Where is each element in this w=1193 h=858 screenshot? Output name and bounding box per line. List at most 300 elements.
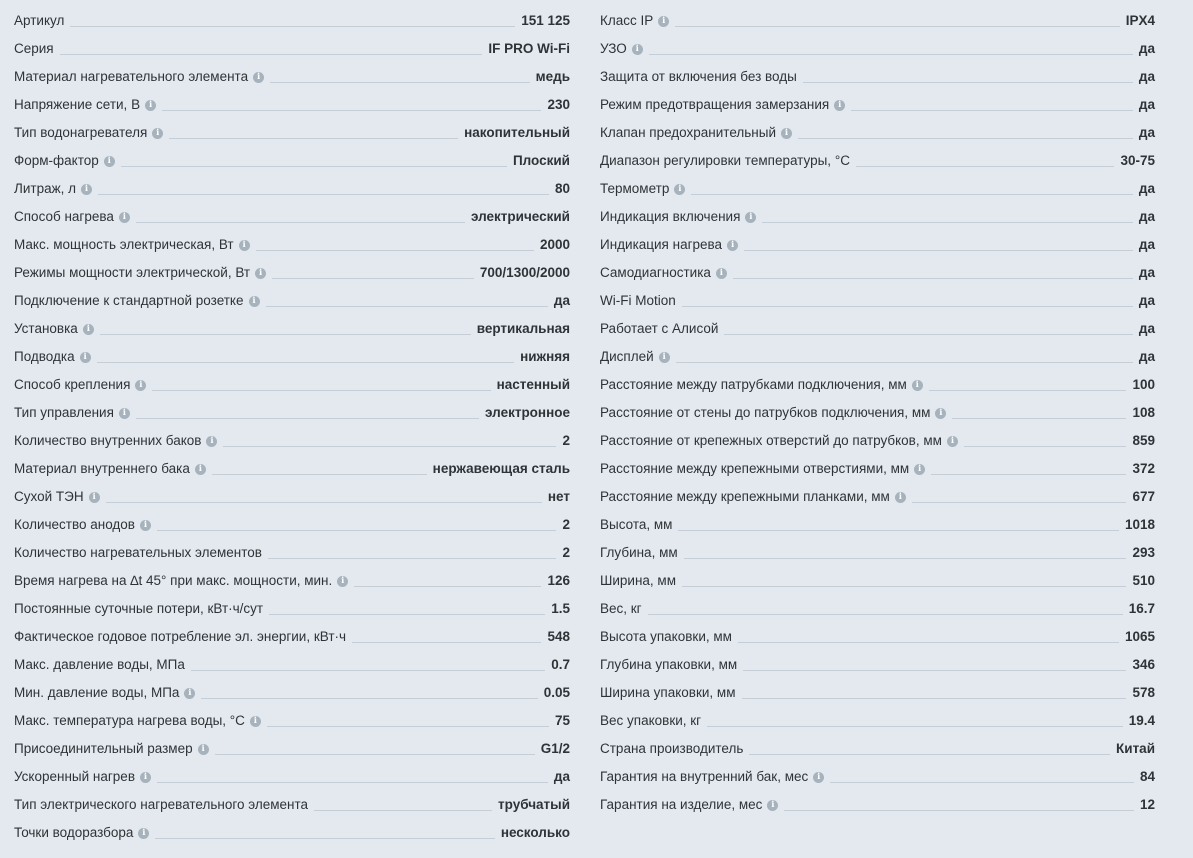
- info-icon[interactable]: i: [745, 212, 756, 223]
- spec-value: 510: [1132, 573, 1155, 588]
- spec-row: [600, 338, 1155, 366]
- spec-value: Китай: [1116, 741, 1155, 756]
- spec-label-text: Расстояние между крепежными отверстиями, мм: [600, 461, 910, 476]
- spec-value: 2: [562, 545, 570, 560]
- info-icon[interactable]: i: [249, 296, 260, 307]
- info-icon[interactable]: i: [250, 716, 261, 727]
- spec-label-text: Точки водоразбора: [14, 825, 134, 840]
- leader-line: [97, 362, 514, 363]
- info-icon[interactable]: i: [895, 492, 906, 503]
- leader-line: [678, 530, 1119, 531]
- specifications-table: [0, 2, 1193, 858]
- spec-label-text: Высота, мм: [600, 517, 673, 532]
- info-icon[interactable]: i: [135, 380, 146, 391]
- spec-row: [600, 590, 1155, 618]
- info-icon[interactable]: i: [632, 44, 643, 55]
- spec-label-text: Количество нагревательных элементов: [14, 545, 262, 560]
- info-icon[interactable]: i: [104, 156, 115, 167]
- spec-label: [14, 377, 146, 394]
- leader-line: [215, 754, 535, 755]
- spec-label-text: Самодиагностика: [600, 265, 711, 280]
- spec-value: 230: [547, 97, 570, 112]
- spec-row: [600, 2, 1155, 30]
- spec-value: 2: [562, 433, 570, 448]
- spec-label-text: Защита от включения без воды: [600, 69, 797, 84]
- info-icon[interactable]: i: [119, 212, 130, 223]
- spec-value: да: [1138, 237, 1155, 252]
- spec-label: [14, 433, 217, 450]
- spec-value: 80: [554, 181, 570, 196]
- info-icon[interactable]: i: [140, 772, 151, 783]
- spec-label: [14, 41, 54, 58]
- leader-line: [784, 810, 1134, 811]
- spec-label: [600, 209, 756, 226]
- spec-value: 1.5: [551, 601, 570, 616]
- spec-value: 1018: [1124, 517, 1155, 532]
- spec-label-text: Макс. температура нагрева воды, °С: [14, 713, 245, 728]
- spec-label-text: Работает с Алисой: [600, 321, 719, 336]
- spec-label-text: Установка: [14, 321, 78, 336]
- spec-value: медь: [535, 69, 570, 84]
- leader-line: [268, 558, 557, 559]
- spec-label-text: Расстояние между крепежными планками, мм: [600, 489, 890, 504]
- leader-line: [964, 446, 1127, 447]
- spec-label-text: Количество анодов: [14, 517, 135, 532]
- spec-row: [14, 254, 570, 282]
- info-icon[interactable]: i: [337, 576, 348, 587]
- leader-line: [191, 670, 545, 671]
- info-icon[interactable]: i: [195, 464, 206, 475]
- spec-row: [600, 198, 1155, 226]
- spec-label-text: Тип водонагревателя: [14, 125, 148, 140]
- spec-value: 84: [1139, 769, 1155, 784]
- info-icon[interactable]: i: [83, 324, 94, 335]
- spec-row: [600, 366, 1155, 394]
- spec-label: [600, 237, 738, 254]
- leader-line: [733, 278, 1133, 279]
- spec-label: [14, 349, 91, 366]
- leader-line: [201, 698, 537, 699]
- spec-row: [14, 394, 570, 422]
- info-icon[interactable]: i: [727, 240, 738, 251]
- spec-value: несколько: [500, 825, 570, 840]
- spec-value: да: [1138, 349, 1155, 364]
- info-icon[interactable]: i: [89, 492, 100, 503]
- spec-row: [14, 814, 570, 842]
- leader-line: [649, 54, 1133, 55]
- info-icon[interactable]: i: [80, 352, 91, 363]
- info-icon[interactable]: i: [947, 436, 958, 447]
- spec-row: [600, 618, 1155, 646]
- spec-label: [600, 545, 678, 562]
- spec-value: 16.7: [1128, 601, 1155, 616]
- spec-row: [14, 422, 570, 450]
- spec-row: [14, 730, 570, 758]
- spec-value: 1065: [1124, 629, 1155, 644]
- leader-line: [157, 530, 557, 531]
- spec-row: [14, 2, 570, 30]
- spec-row: [600, 646, 1155, 674]
- spec-label: [600, 657, 737, 674]
- info-icon[interactable]: i: [198, 744, 209, 755]
- spec-label: [14, 657, 185, 674]
- spec-row: [14, 226, 570, 254]
- spec-label: [600, 377, 923, 394]
- spec-value: нижняя: [520, 349, 570, 364]
- leader-line: [314, 810, 492, 811]
- spec-label: [14, 209, 130, 226]
- leader-line: [98, 194, 549, 195]
- spec-label-text: Термометр: [600, 181, 670, 196]
- spec-label: [600, 461, 925, 478]
- spec-row: [14, 674, 570, 702]
- spec-row: [600, 422, 1155, 450]
- leader-line: [267, 726, 549, 727]
- spec-row: [600, 226, 1155, 254]
- leader-line: [136, 418, 479, 419]
- spec-value: 2: [562, 517, 570, 532]
- leader-line: [269, 614, 545, 615]
- spec-value: 700/1300/2000: [479, 265, 570, 280]
- spec-row: [600, 534, 1155, 562]
- spec-value: 0.05: [543, 685, 570, 700]
- spec-label-text: Глубина упаковки, мм: [600, 657, 738, 672]
- spec-label-text: Сухой ТЭН: [14, 489, 84, 504]
- spec-row: [600, 478, 1155, 506]
- info-icon[interactable]: i: [145, 100, 156, 111]
- leader-line: [691, 194, 1133, 195]
- info-icon[interactable]: i: [781, 128, 792, 139]
- spec-row: [14, 170, 570, 198]
- spec-label-text: Гарантия на внутренний бак, мес: [600, 769, 809, 784]
- spec-row: [600, 730, 1155, 758]
- info-icon[interactable]: i: [813, 772, 824, 783]
- spec-label-text: Фактическое годовое потребление эл. энергии, кВт·ч: [14, 629, 347, 644]
- spec-label-text: Режим предотвращения замерзания: [600, 97, 830, 112]
- info-icon[interactable]: i: [912, 380, 923, 391]
- spec-row: [14, 142, 570, 170]
- spec-label-text: Класс IP: [600, 13, 654, 28]
- leader-line: [256, 250, 534, 251]
- info-icon[interactable]: i: [119, 408, 130, 419]
- spec-row: [600, 86, 1155, 114]
- leader-line: [100, 334, 471, 335]
- spec-row: [600, 786, 1155, 814]
- spec-value: да: [1138, 41, 1155, 56]
- spec-value: да: [1138, 265, 1155, 280]
- spec-label: [600, 181, 685, 198]
- spec-label-text: Wi-Fi Motion: [600, 293, 676, 308]
- spec-label-text: Дисплей: [600, 349, 654, 364]
- spec-label: [600, 41, 643, 58]
- spec-row: [600, 282, 1155, 310]
- spec-label-text: Тип управления: [14, 405, 114, 420]
- spec-label: [14, 629, 346, 646]
- spec-label-text: Количество внутренних баков: [14, 433, 202, 448]
- leader-line: [266, 306, 548, 307]
- specs-column-right: [600, 2, 1155, 814]
- spec-row: [600, 310, 1155, 338]
- spec-label: [600, 769, 824, 786]
- spec-label: [14, 825, 149, 842]
- leader-line: [830, 782, 1134, 783]
- info-icon[interactable]: i: [140, 520, 151, 531]
- leader-line: [272, 278, 474, 279]
- spec-row: [600, 562, 1155, 590]
- leader-line: [856, 166, 1115, 167]
- spec-label: [600, 489, 906, 506]
- info-icon[interactable]: i: [674, 184, 685, 195]
- spec-label: [14, 797, 308, 814]
- leader-line: [270, 82, 530, 83]
- spec-label: [14, 237, 250, 254]
- leader-line: [724, 334, 1133, 335]
- spec-label-text: Глубина, мм: [600, 545, 678, 560]
- spec-value: да: [1138, 97, 1155, 112]
- spec-row: [14, 310, 570, 338]
- spec-label-text: Подключение к стандартной розетке: [14, 293, 244, 308]
- spec-label-text: Высота упаковки, мм: [600, 629, 732, 644]
- spec-value: IPX4: [1125, 13, 1155, 28]
- spec-value: 548: [547, 629, 570, 644]
- leader-line: [798, 138, 1133, 139]
- spec-label: [14, 461, 206, 478]
- spec-label-text: Способ нагрева: [14, 209, 114, 224]
- spec-label: [600, 573, 676, 590]
- leader-line: [70, 26, 515, 27]
- spec-value: да: [1138, 293, 1155, 308]
- spec-label: [600, 69, 797, 86]
- spec-label-text: Подводка: [14, 349, 75, 364]
- spec-row: [14, 702, 570, 730]
- spec-label: [600, 13, 669, 30]
- spec-label-text: Присоединительный размер: [14, 741, 193, 756]
- spec-label: [14, 713, 261, 730]
- spec-label-text: Режимы мощности электрической, Вт: [14, 265, 251, 280]
- leader-line: [212, 474, 427, 475]
- leader-line: [851, 110, 1133, 111]
- spec-label: [14, 405, 130, 422]
- info-icon[interactable]: i: [659, 352, 670, 363]
- leader-line: [162, 110, 541, 111]
- spec-label-text: Гарантия на изделие, мес: [600, 797, 763, 812]
- info-icon[interactable]: i: [152, 128, 163, 139]
- spec-value: нет: [547, 489, 570, 504]
- leader-line: [676, 362, 1133, 363]
- spec-value: 293: [1132, 545, 1155, 560]
- spec-row: [600, 702, 1155, 730]
- spec-label: [600, 797, 778, 814]
- leader-line: [60, 54, 483, 55]
- leader-line: [157, 782, 548, 783]
- spec-row: [14, 86, 570, 114]
- spec-label-text: Расстояние между патрубками подключения, мм: [600, 377, 907, 392]
- spec-label-text: Постоянные суточные потери, кВт·ч/сут: [14, 601, 264, 616]
- leader-line: [152, 390, 490, 391]
- spec-label-text: Серия: [14, 41, 54, 56]
- leader-line: [684, 558, 1127, 559]
- spec-row: [14, 506, 570, 534]
- spec-row: [14, 562, 570, 590]
- leader-line: [743, 670, 1126, 671]
- spec-label: [600, 293, 676, 310]
- leader-line: [682, 586, 1126, 587]
- info-icon[interactable]: i: [253, 72, 264, 83]
- spec-row: [600, 30, 1155, 58]
- spec-label: [14, 97, 156, 114]
- spec-row: [600, 170, 1155, 198]
- spec-label: [14, 573, 348, 590]
- spec-row: [14, 758, 570, 786]
- spec-value: G1/2: [540, 741, 570, 756]
- spec-label-text: Время нагрева на ∆t 45° при макс. мощности, мин.: [14, 573, 333, 588]
- spec-value: 151 125: [521, 13, 570, 28]
- spec-value: да: [1138, 125, 1155, 140]
- spec-value: вертикальная: [476, 321, 570, 336]
- spec-row: [14, 58, 570, 86]
- spec-value: электронное: [485, 405, 570, 420]
- spec-label: [600, 125, 792, 142]
- leader-line: [707, 726, 1123, 727]
- spec-label-text: Мин. давление воды, МПа: [14, 685, 180, 700]
- spec-value: 677: [1132, 489, 1155, 504]
- spec-label-text: Вес, кг: [600, 601, 642, 616]
- spec-label: [14, 517, 151, 534]
- spec-row: [14, 646, 570, 674]
- info-icon[interactable]: i: [716, 268, 727, 279]
- info-icon[interactable]: i: [138, 828, 149, 839]
- spec-label: [14, 13, 64, 30]
- spec-value: Плоский: [512, 153, 570, 168]
- spec-value: 19.4: [1128, 713, 1155, 728]
- spec-label-text: Расстояние от крепежных отверстий до патрубков, мм: [600, 433, 942, 448]
- spec-row: [14, 786, 570, 814]
- info-icon[interactable]: i: [206, 436, 217, 447]
- leader-line: [742, 698, 1127, 699]
- info-icon[interactable]: i: [81, 184, 92, 195]
- spec-value: 75: [554, 713, 570, 728]
- leader-line: [121, 166, 507, 167]
- leader-line: [648, 614, 1123, 615]
- spec-row: [14, 114, 570, 142]
- spec-label: [14, 125, 163, 142]
- spec-value: да: [553, 293, 570, 308]
- spec-value: да: [1138, 181, 1155, 196]
- spec-label: [14, 69, 264, 86]
- spec-label-text: Индикация включения: [600, 209, 741, 224]
- info-icon[interactable]: i: [658, 16, 669, 27]
- spec-label: [14, 741, 209, 758]
- leader-line: [744, 250, 1133, 251]
- spec-label-text: Форм-фактор: [14, 153, 99, 168]
- leader-line: [682, 306, 1133, 307]
- spec-row: [14, 618, 570, 646]
- spec-row: [600, 254, 1155, 282]
- spec-value: 372: [1132, 461, 1155, 476]
- spec-value: нержавеющая сталь: [432, 461, 570, 476]
- info-icon[interactable]: i: [834, 100, 845, 111]
- spec-label: [14, 769, 151, 786]
- spec-label-text: Тип электрического нагревательного элемента: [14, 797, 309, 812]
- leader-line: [762, 222, 1133, 223]
- spec-label-text: Клапан предохранительный: [600, 125, 777, 140]
- spec-value: 2000: [539, 237, 570, 252]
- spec-label: [14, 321, 94, 338]
- spec-row: [14, 450, 570, 478]
- spec-row: [600, 58, 1155, 86]
- spec-row: [600, 758, 1155, 786]
- spec-label: [600, 741, 743, 758]
- spec-label-text: Страна производитель: [600, 741, 744, 756]
- spec-value: да: [1138, 69, 1155, 84]
- spec-value: IF PRO Wi-Fi: [488, 41, 570, 56]
- spec-value: накопительный: [464, 125, 570, 140]
- spec-label-text: Диапазон регулировки температуры, °С: [600, 153, 850, 168]
- spec-value: 108: [1132, 405, 1155, 420]
- spec-label: [600, 713, 701, 730]
- spec-value: трубчатый: [498, 797, 570, 812]
- spec-row: [14, 198, 570, 226]
- info-icon[interactable]: i: [239, 240, 250, 251]
- leader-line: [738, 642, 1119, 643]
- info-icon[interactable]: i: [184, 688, 195, 699]
- info-icon[interactable]: i: [935, 408, 946, 419]
- spec-label-text: Макс. мощность электрическая, Вт: [14, 237, 234, 252]
- spec-row: [600, 394, 1155, 422]
- spec-label-text: Литраж, л: [14, 181, 77, 196]
- leader-line: [223, 446, 556, 447]
- spec-row: [14, 478, 570, 506]
- spec-value: электрический: [471, 209, 570, 224]
- spec-value: да: [1138, 321, 1155, 336]
- spec-label-text: Макс. давление воды, МПа: [14, 657, 185, 672]
- spec-label-text: Вес упаковки, кг: [600, 713, 702, 728]
- spec-label: [14, 265, 266, 282]
- spec-label: [600, 685, 736, 702]
- spec-label: [600, 517, 672, 534]
- spec-value: 100: [1132, 377, 1155, 392]
- spec-label-text: Способ крепления: [14, 377, 131, 392]
- spec-value: 12: [1139, 797, 1155, 812]
- spec-value: 0.7: [551, 657, 570, 672]
- spec-value: 126: [547, 573, 570, 588]
- leader-line: [354, 586, 541, 587]
- info-icon[interactable]: i: [767, 800, 778, 811]
- spec-row: [14, 534, 570, 562]
- spec-label-text: Ускоренный нагрев: [14, 769, 135, 784]
- spec-value: 346: [1132, 657, 1155, 672]
- info-icon[interactable]: i: [255, 268, 266, 279]
- leader-line: [931, 474, 1126, 475]
- spec-label: [14, 545, 262, 562]
- spec-row: [14, 282, 570, 310]
- spec-label-text: Расстояние от стены до патрубков подключения, мм: [600, 405, 931, 420]
- spec-label: [600, 601, 642, 618]
- spec-label-text: Материал внутреннего бака: [14, 461, 190, 476]
- spec-label: [14, 181, 92, 198]
- spec-label-text: Напряжение сети, В: [14, 97, 141, 112]
- specs-column-left: [14, 2, 570, 842]
- leader-line: [169, 138, 458, 139]
- spec-value: 859: [1132, 433, 1155, 448]
- spec-label: [14, 685, 195, 702]
- leader-line: [352, 642, 541, 643]
- spec-label-text: УЗО: [600, 41, 627, 56]
- spec-value: да: [553, 769, 570, 784]
- info-icon[interactable]: i: [914, 464, 925, 475]
- spec-value: 578: [1132, 685, 1155, 700]
- leader-line: [912, 502, 1127, 503]
